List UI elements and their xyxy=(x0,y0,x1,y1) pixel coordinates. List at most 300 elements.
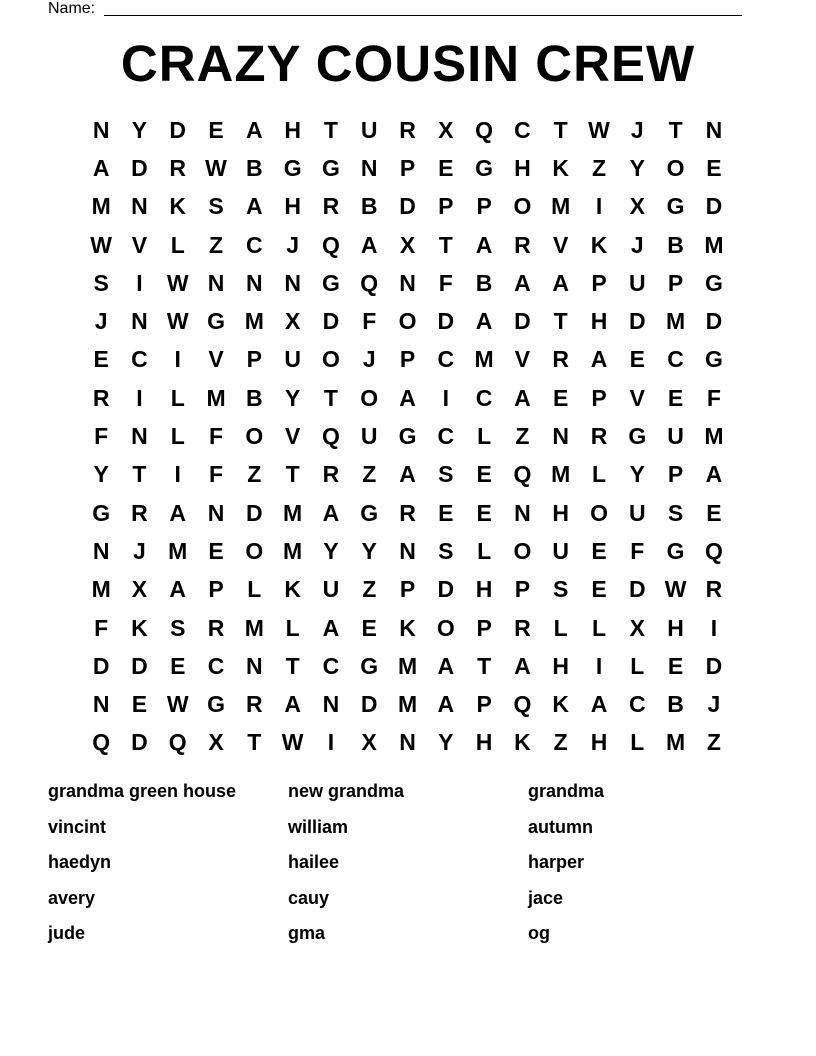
grid-letter: C xyxy=(628,691,646,718)
grid-letter: D xyxy=(131,652,148,679)
grid-letter: T xyxy=(438,231,453,258)
grid-letter: A xyxy=(169,576,187,603)
grid-letter: P xyxy=(514,576,531,603)
grid-letter: P xyxy=(399,576,416,603)
grid-letter: F xyxy=(362,308,377,335)
grid-letter: U xyxy=(322,576,340,603)
grid-letter: G xyxy=(321,154,340,181)
grid-letter: L xyxy=(170,423,185,450)
name-field xyxy=(48,0,742,18)
grid-letter: C xyxy=(322,652,340,679)
grid-letter: M xyxy=(244,614,264,641)
grid-letter: E xyxy=(667,652,684,679)
grid-letter: C xyxy=(475,384,493,411)
grid-letter: G xyxy=(360,652,379,679)
grid-letter: L xyxy=(477,423,492,450)
grid-letter: G xyxy=(360,499,379,526)
word-list-item: grandma green house xyxy=(48,781,237,801)
grid-letter: A xyxy=(475,231,493,258)
grid-letter: U xyxy=(360,423,378,450)
grid-letter: Z xyxy=(362,576,377,603)
grid-letter: L xyxy=(170,231,185,258)
grid-letter: K xyxy=(169,193,187,220)
grid-letter: E xyxy=(591,537,607,564)
grid-letter: J xyxy=(630,116,644,143)
grid-letter: D xyxy=(628,576,646,603)
word-list-item: new grandma xyxy=(288,781,405,801)
grid-letter: O xyxy=(513,537,532,564)
grid-letter: I xyxy=(136,384,143,411)
grid-letter: X xyxy=(438,116,454,143)
grid-letter: A xyxy=(437,691,455,718)
grid-letter: E xyxy=(438,154,454,181)
grid-letter: U xyxy=(667,423,684,450)
grid-letter: X xyxy=(361,729,377,756)
grid-letter: T xyxy=(477,652,492,679)
grid-letter: A xyxy=(475,308,493,335)
grid-letter: I xyxy=(442,384,450,411)
grid-letter: O xyxy=(398,308,417,335)
grid-letter: N xyxy=(207,499,225,526)
grid-letter: P xyxy=(399,346,416,373)
grid-letter: E xyxy=(667,384,684,411)
grid-letter: J xyxy=(94,308,108,335)
grid-letter: V xyxy=(514,346,531,373)
grid-letter: D xyxy=(628,308,646,335)
grid-letter: T xyxy=(668,116,683,143)
grid-letter: E xyxy=(476,461,492,488)
grid-letter: M xyxy=(397,652,418,679)
grid-letter: N xyxy=(399,729,416,756)
grid-letter: N xyxy=(246,652,263,679)
grid-letter: E xyxy=(208,537,224,564)
grid-letter: H xyxy=(667,614,684,641)
grid-letter: N xyxy=(246,269,263,296)
word-list-item: haedyn xyxy=(48,852,112,873)
grid-letter: D xyxy=(399,193,416,220)
grid-letter: E xyxy=(131,691,148,718)
word-list-item: harper xyxy=(528,852,585,873)
grid-letter: W xyxy=(588,116,610,143)
word-list-item: gma xyxy=(288,923,326,944)
grid-letter: I xyxy=(174,461,181,488)
grid-letter: D xyxy=(92,652,110,679)
word-list xyxy=(48,774,768,952)
grid-letter: E xyxy=(208,116,224,143)
grid-letter: K xyxy=(514,729,531,756)
grid-letter: N xyxy=(92,116,110,143)
grid-letter: C xyxy=(667,346,684,373)
grid-letter: C xyxy=(437,423,455,450)
grid-letter: E xyxy=(629,346,645,373)
grid-letter: G xyxy=(398,423,417,450)
grid-letter: J xyxy=(286,231,300,258)
grid-letter: A xyxy=(360,231,378,258)
grid-letter: W xyxy=(90,231,112,258)
grid-letter: O xyxy=(321,346,340,373)
name-underline xyxy=(104,15,742,16)
grid-letter: E xyxy=(591,576,607,603)
grid-letter: M xyxy=(551,193,571,220)
grid-letter: Q xyxy=(704,537,723,564)
grid-letter: E xyxy=(93,346,109,373)
grid-letter: P xyxy=(591,269,607,296)
grid-letter: P xyxy=(476,691,492,718)
grid-letter: R xyxy=(705,576,723,603)
grid-letter: N xyxy=(399,537,416,564)
grid-letter: A xyxy=(705,461,723,488)
grid-letter: Q xyxy=(321,231,340,258)
grid-letter: R xyxy=(399,116,416,143)
grid-letter: F xyxy=(209,461,224,488)
grid-letter: E xyxy=(170,652,186,679)
grid-letter: Z xyxy=(247,461,262,488)
grid-letter: A xyxy=(514,384,531,411)
grid-letter: V xyxy=(131,231,148,258)
grid-letter: A xyxy=(399,384,416,411)
grid-letter: B xyxy=(667,231,684,258)
grid-letter: X xyxy=(629,614,645,641)
grid-letter: X xyxy=(399,231,416,258)
grid-letter: M xyxy=(91,193,111,220)
grid-letter: T xyxy=(323,116,338,143)
grid-letter: D xyxy=(131,154,148,181)
grid-letter: L xyxy=(630,729,645,756)
grid-letter: A xyxy=(169,499,187,526)
grid-letter: E xyxy=(706,499,722,526)
grid-letter: K xyxy=(131,614,148,641)
grid-letter: W xyxy=(664,576,687,603)
grid-letter: Q xyxy=(92,729,111,756)
grid-letter: S xyxy=(170,614,186,641)
grid-letter: Y xyxy=(93,461,109,488)
grid-letter: M xyxy=(283,537,303,564)
grid-letter: N xyxy=(92,537,110,564)
grid-letter: I xyxy=(710,614,718,641)
grid-letter: A xyxy=(284,691,301,718)
grid-letter: B xyxy=(246,384,263,411)
grid-letter: N xyxy=(284,269,301,296)
grid-letter: G xyxy=(475,154,494,181)
grid-letter: N xyxy=(705,116,723,143)
grid-letter: S xyxy=(438,537,454,564)
grid-letter: T xyxy=(553,308,568,335)
grid-letter: N xyxy=(552,423,570,450)
grid-letter: N xyxy=(92,691,110,718)
grid-letter: N xyxy=(207,269,225,296)
grid-letter: P xyxy=(438,193,454,220)
grid-letter: R xyxy=(514,231,531,258)
grid-letter: M xyxy=(474,346,494,373)
grid-letter: Z xyxy=(553,729,568,756)
grid-letter: Z xyxy=(591,154,607,181)
grid-letter: K xyxy=(284,576,301,603)
grid-letter: O xyxy=(436,614,455,641)
grid-letter: I xyxy=(595,193,603,220)
grid-letter: T xyxy=(247,729,262,756)
grid-letter: I xyxy=(174,346,181,373)
grid-letter: H xyxy=(284,193,301,220)
grid-letter: R xyxy=(207,614,225,641)
grid-letter: M xyxy=(168,537,188,564)
grid-letter: Q xyxy=(513,691,532,718)
grid-letter: P xyxy=(476,193,492,220)
grid-letter: J xyxy=(362,346,376,373)
grid-letter: L xyxy=(247,576,262,603)
grid-letter: D xyxy=(705,652,723,679)
grid-letter: H xyxy=(475,729,493,756)
grid-letter: Y xyxy=(629,154,645,181)
grid-letter: I xyxy=(136,269,143,296)
grid-letter: N xyxy=(399,269,416,296)
grid-letter: M xyxy=(704,231,724,258)
grid-letter: S xyxy=(553,576,569,603)
grid-letter: D xyxy=(514,308,531,335)
grid-letter: A xyxy=(399,461,416,488)
grid-letter: L xyxy=(553,614,568,641)
word-list-item: jace xyxy=(528,887,564,908)
grid-letter: H xyxy=(590,308,608,335)
grid-letter: J xyxy=(133,537,146,564)
word-list-item: jude xyxy=(48,923,86,944)
grid-letter: A xyxy=(590,691,608,718)
grid-letter: H xyxy=(552,652,570,679)
grid-letter: G xyxy=(321,269,340,296)
grid-letter: R xyxy=(322,193,340,220)
grid-letter: E xyxy=(438,499,454,526)
grid-letter: R xyxy=(552,346,570,373)
grid-letter: F xyxy=(438,269,453,296)
grid-letter: J xyxy=(630,231,644,258)
grid-letter: Y xyxy=(131,116,148,143)
grid-letter: B xyxy=(667,691,684,718)
grid-letter: N xyxy=(131,423,148,450)
word-list-item: avery xyxy=(48,887,96,908)
grid-letter: N xyxy=(360,154,378,181)
grid-letter: W xyxy=(205,154,227,181)
grid-letter: C xyxy=(514,116,531,143)
grid-letter: O xyxy=(666,154,685,181)
grid-letter: D xyxy=(360,691,378,718)
grid-letter: T xyxy=(285,461,300,488)
grid-letter: K xyxy=(590,231,608,258)
grid-letter: L xyxy=(170,384,185,411)
grid-letter: L xyxy=(591,614,607,641)
grid-letter: X xyxy=(131,576,148,603)
grid-letter: F xyxy=(706,384,721,411)
grid-letter: D xyxy=(705,193,723,220)
grid-letter: W xyxy=(281,729,304,756)
word-list-item: vincint xyxy=(48,816,107,837)
grid-letter: W xyxy=(166,691,189,718)
grid-letter: M xyxy=(666,308,686,335)
grid-letter: P xyxy=(476,614,492,641)
grid-letter: N xyxy=(131,308,148,335)
grid-letter: V xyxy=(208,346,224,373)
grid-letter: M xyxy=(551,461,571,488)
grid-letter: E xyxy=(476,499,492,526)
grid-letter: O xyxy=(245,537,264,564)
grid-letter: P xyxy=(246,346,262,373)
grid-letter: B xyxy=(246,154,263,181)
grid-letter: H xyxy=(552,499,570,526)
grid-letter: A xyxy=(246,193,263,220)
grid-letter: G xyxy=(666,537,685,564)
grid-letter: T xyxy=(285,652,300,679)
grid-letter: G xyxy=(207,308,225,335)
grid-letter: A xyxy=(437,652,455,679)
grid-letter: Z xyxy=(362,461,377,488)
grid-letter: P xyxy=(667,269,684,296)
grid-letter: A xyxy=(514,652,531,679)
grid-letter: L xyxy=(477,537,492,564)
grid-letter: O xyxy=(360,384,379,411)
grid-letter: Q xyxy=(475,116,494,143)
grid-letter: M xyxy=(206,384,226,411)
grid-letter: L xyxy=(285,614,300,641)
grid-letter: H xyxy=(514,154,531,181)
grid-letter: R xyxy=(590,423,608,450)
grid-letter: A xyxy=(514,269,531,296)
grid-letter: F xyxy=(630,537,645,564)
name-label: Name: xyxy=(48,0,96,17)
grid-letter: P xyxy=(591,384,607,411)
grid-letter: V xyxy=(553,231,569,258)
grid-letter: P xyxy=(208,576,224,603)
word-list-item: og xyxy=(528,923,550,944)
grid-letter: U xyxy=(284,346,301,373)
grid-letter: Z xyxy=(706,729,721,756)
grid-letter: D xyxy=(169,116,187,143)
grid-letter: Q xyxy=(513,461,532,488)
word-list-item: grandma xyxy=(528,781,605,801)
grid-letter: R xyxy=(399,499,416,526)
grid-letter: H xyxy=(475,576,493,603)
grid-letter: T xyxy=(323,384,338,411)
grid-letter: M xyxy=(244,308,264,335)
grid-letter: G xyxy=(92,499,111,526)
grid-letter: Z xyxy=(209,231,224,258)
word-list-item: william xyxy=(288,816,349,837)
grid-letter: M xyxy=(397,691,418,718)
grid-letter: Q xyxy=(321,423,340,450)
grid-letter: I xyxy=(327,729,335,756)
grid-letter: D xyxy=(246,499,263,526)
grid-letter: C xyxy=(437,346,455,373)
grid-letter: O xyxy=(590,499,608,526)
grid-letter: Y xyxy=(438,729,454,756)
grid-letter: G xyxy=(207,691,225,718)
grid-letter: D xyxy=(437,576,455,603)
grid-letter: L xyxy=(630,652,645,679)
grid-letter: U xyxy=(628,269,646,296)
grid-letter: R xyxy=(131,499,148,526)
grid-letter: T xyxy=(132,461,147,488)
grid-letter: P xyxy=(667,461,684,488)
grid-letter: W xyxy=(166,269,189,296)
grid-letter: C xyxy=(246,231,263,258)
grid-letter: S xyxy=(93,269,109,296)
grid-letter: W xyxy=(166,308,189,335)
grid-letter: K xyxy=(552,154,570,181)
grid-letter: F xyxy=(209,423,224,450)
grid-letter: U xyxy=(552,537,570,564)
grid-letter: K xyxy=(399,614,416,641)
grid-letter: Y xyxy=(361,537,377,564)
grid-letter: Q xyxy=(168,729,187,756)
grid-letter: I xyxy=(595,652,603,679)
grid-letter: E xyxy=(706,154,722,181)
word-list-item: autumn xyxy=(528,816,593,837)
grid-letter: Y xyxy=(284,384,301,411)
grid-letter: X xyxy=(208,729,224,756)
grid-letter: G xyxy=(704,269,723,296)
grid-letter: A xyxy=(322,499,340,526)
grid-letter: V xyxy=(629,384,645,411)
grid-letter: Q xyxy=(360,269,379,296)
grid-letter: Y xyxy=(629,461,645,488)
grid-letter: G xyxy=(704,346,723,373)
grid-letter: J xyxy=(707,691,721,718)
grid-letter: M xyxy=(91,576,111,603)
grid-letter: D xyxy=(131,729,148,756)
grid-letter: E xyxy=(361,614,377,641)
grid-letter: X xyxy=(284,308,301,335)
grid-letter: R xyxy=(322,461,340,488)
grid-letter: D xyxy=(437,308,455,335)
grid-letter: R xyxy=(92,384,110,411)
grid-letter: X xyxy=(629,193,645,220)
grid-letter: Y xyxy=(323,537,339,564)
grid-letter: R xyxy=(169,154,187,181)
word-list-item: hailee xyxy=(288,852,340,873)
grid-letter: S xyxy=(438,461,454,488)
grid-letter: M xyxy=(666,729,686,756)
letter-grid xyxy=(82,111,733,762)
grid-letter: G xyxy=(666,193,685,220)
grid-letter: R xyxy=(514,614,531,641)
grid-letter: E xyxy=(553,384,569,411)
grid-letter: U xyxy=(360,116,378,143)
grid-letter: M xyxy=(704,423,724,450)
puzzle-title: CRAZY COUSIN CREW xyxy=(120,35,696,92)
grid-letter: A xyxy=(322,614,340,641)
grid-letter: A xyxy=(552,269,570,296)
grid-letter: O xyxy=(245,423,264,450)
word-list-item: cauy xyxy=(288,887,330,908)
grid-letter: V xyxy=(284,423,301,450)
grid-letter: S xyxy=(667,499,684,526)
grid-letter: P xyxy=(399,154,416,181)
grid-letter: K xyxy=(552,691,570,718)
grid-letter: M xyxy=(283,499,303,526)
grid-letter: N xyxy=(322,691,340,718)
grid-letter: T xyxy=(553,116,568,143)
grid-letter: H xyxy=(590,729,608,756)
grid-letter: D xyxy=(705,308,723,335)
grid-letter: L xyxy=(591,461,607,488)
grid-letter: C xyxy=(131,346,148,373)
grid-letter: O xyxy=(513,193,532,220)
grid-letter: F xyxy=(94,423,109,450)
grid-letter: D xyxy=(322,308,340,335)
grid-letter: A xyxy=(590,346,608,373)
grid-letter: A xyxy=(92,154,110,181)
grid-letter: R xyxy=(246,691,263,718)
grid-letter: U xyxy=(628,499,646,526)
grid-letter: S xyxy=(208,193,224,220)
grid-letter: G xyxy=(283,154,302,181)
